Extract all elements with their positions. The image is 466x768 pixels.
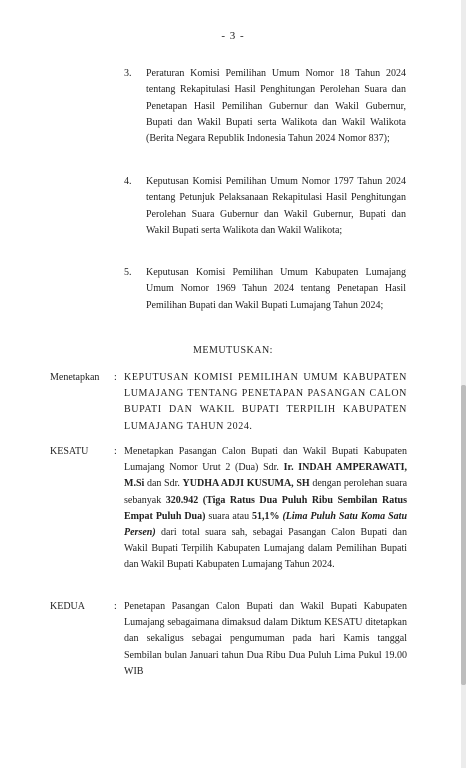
kesatu-text: [124, 444, 407, 574]
item-text: Peraturan Komisi Pemilihan Umum Nomor 18 Tahun 2024 tentang Rekapitulasi Hasil Penghitungan Perolehan Suara dan Penetapan Hasil Pemilihan Gubernur dan Wakil Gubernur, Bupati dan Wakil Bupati serta Walikota dan Wakil Walikota (Berita Negara Republik Indonesia Tahun 2024 Nomor 837);: [146, 68, 406, 145]
item-text: Keputusan Komisi Pemilihan Umum Kabupaten Lumajang Umum Nomor 1969 Tahun 2024 tentang Penetapan Hasil Pemilihan Bupati dan Wakil Bupati Lumajang Tahun 2024;: [146, 267, 406, 311]
vote-percent: 51,1%: [252, 510, 280, 522]
kesatu-part3: dengan perolehan suara sebanyak: [124, 478, 408, 506]
colon: :: [114, 372, 117, 383]
kesatu-part5: dari total suara sah, sebagai Pasangan Calon Bupati dan Wakil Bupati Terpilih Kabupaten Lumajang dalam Pemilihan Bupati dan Wakil Bupati Kabupaten Lumajang Tahun 2024.: [124, 527, 407, 571]
vertical-scrollbar[interactable]: [461, 0, 466, 768]
kesatu-part4: suara atau: [208, 510, 250, 522]
menetapkan-text: KEPUTUSAN KOMISI PEMILIHAN UMUM KABUPATEN LUMAJANG TENTANG PENETAPAN PASANGAN CALON BUPATI DAN WAKIL BUPATI TERPILIH KABUPATEN LUMAJANG TAHUN 2024.: [124, 372, 407, 432]
kedua-text: Penetapan Pasangan Calon Bupati dan Wakil Bupati Kabupaten Lumajang sebagaimana dimaksud dalam Diktum KESATU ditetapkan dan sekaligus sebagai pengumuman pada hari Kamis tanggal Sembilan bulan Januari tahun Dua Ribu Dua Puluh Lima Pukul 19.00 WIB: [124, 601, 407, 677]
candidate-wakil-name: YUDHA ADJI KUSUMA, SH: [182, 478, 310, 490]
kesatu-part2: dan Sdr.: [146, 478, 180, 490]
menetapkan-label: Menetapkan: [50, 372, 100, 383]
page-number: - 3 -: [221, 30, 245, 42]
decision-heading: MEMUTUSKAN:: [193, 345, 273, 356]
kesatu-label: KESATU: [50, 446, 89, 457]
item-number: 3.: [124, 68, 132, 79]
item-text: Keputusan Komisi Pemilihan Umum Nomor 1797 Tahun 2024 tentang Petunjuk Pelaksanaan Rekapitulasi Hasil Penghitungan Perolehan Suara Gubernur dan Wakil Gubernur, Bupati dan Wakil Bupati serta Walikota dan Wakil Walikota;: [146, 176, 406, 236]
kesatu-part1: Menetapkan Pasangan Calon Bupati dan Wakil Bupati Kabupaten Lumajang Nomor Urut 2 (Dua) Sdr.: [124, 446, 407, 474]
colon: :: [114, 601, 117, 612]
vote-percent-words: (Lima Puluh Satu Koma Satu Persen): [124, 510, 408, 539]
vote-count: 320.942 (Tiga Ratus Dua Puluh Ribu Sembilan Ratus Empat Puluh Dua): [124, 494, 407, 522]
item-number: 4.: [124, 176, 132, 187]
item-number: 5.: [124, 267, 132, 278]
scrollbar-thumb[interactable]: [461, 385, 466, 685]
colon: :: [114, 446, 117, 457]
kedua-label: KEDUA: [50, 601, 85, 612]
candidate-bupati-name: Ir. INDAH AMPERAWATI, M.Si: [124, 462, 407, 490]
